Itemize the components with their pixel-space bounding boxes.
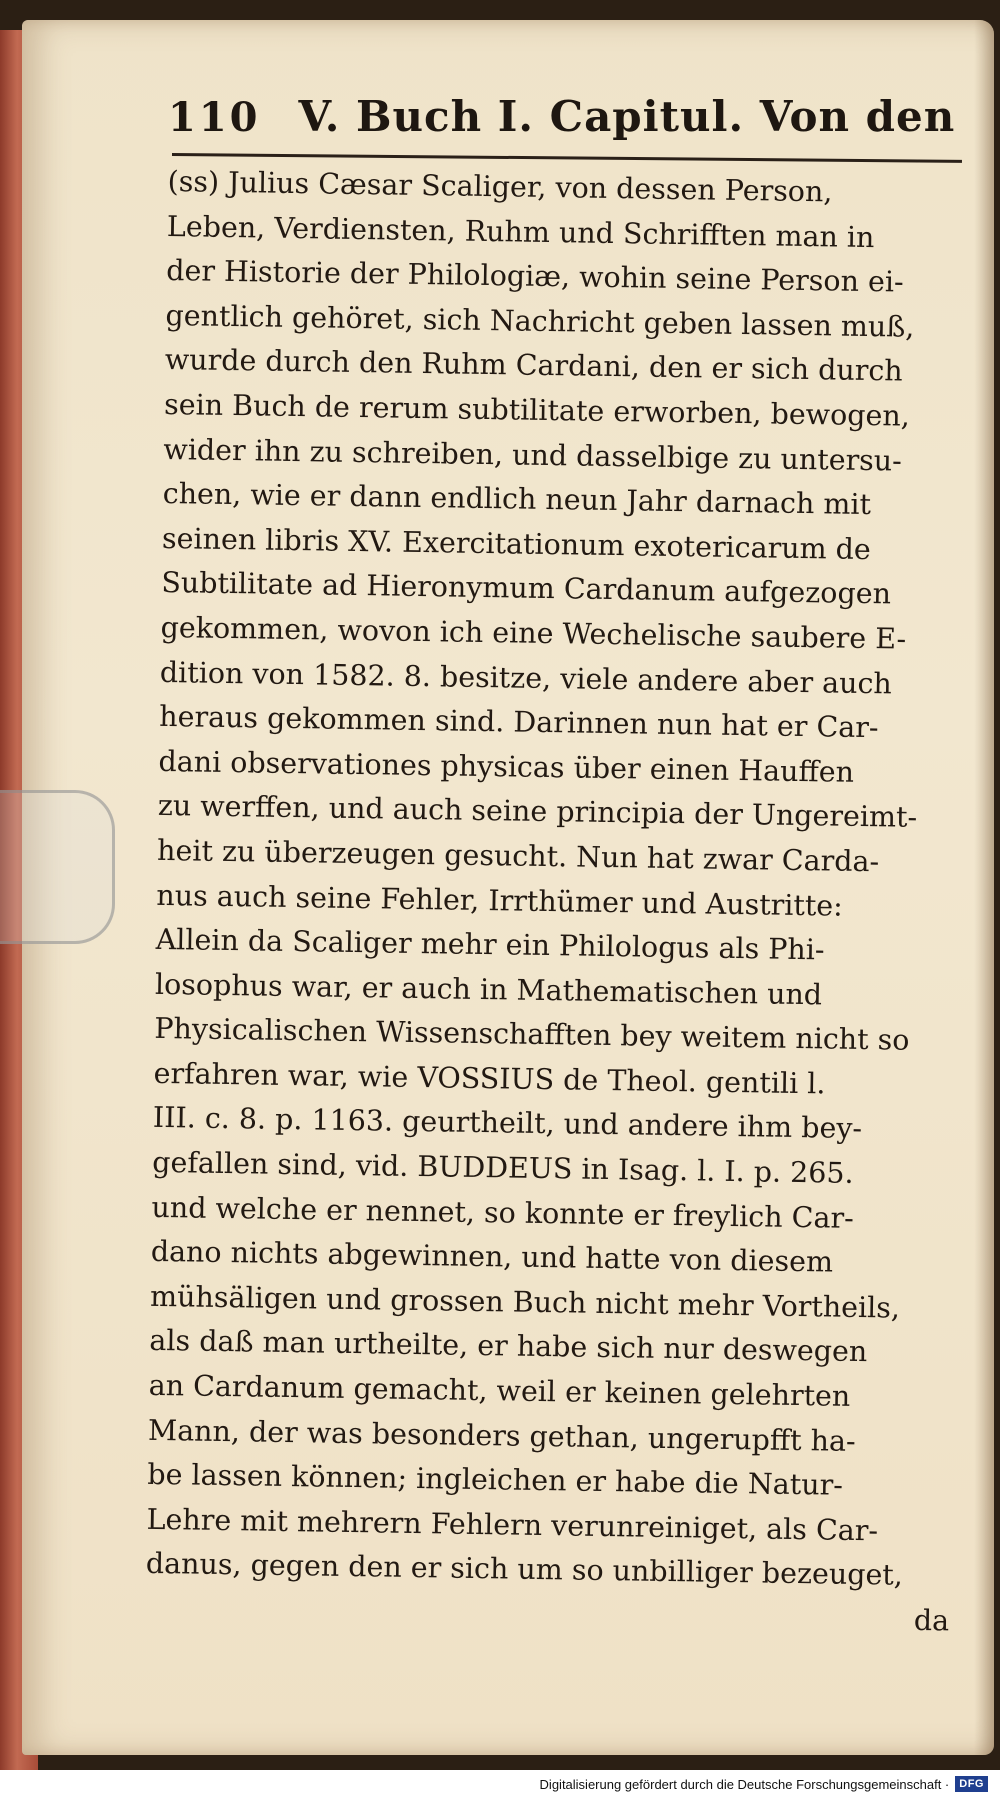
page-header	[168, 92, 958, 148]
text-line: dani observationes physicas über einen Hauffen	[158, 744, 855, 789]
text-line: an Cardanum gemacht, weil er keinen gelehrten	[148, 1368, 851, 1413]
text-line: Physicalischen Wissenschafften bey weitem nicht so	[154, 1012, 910, 1058]
text-line: zu werffen, und auch seine principia der Ungereimt-	[157, 789, 918, 835]
text-line: erfahren war, wie VOSSIUS de Theol. gentili l.	[153, 1056, 826, 1101]
credit-text: Digitalisierung gefördert durch die Deutsche Forschungsgemeinschaft ·	[539, 1776, 950, 1792]
footnote-text	[145, 160, 980, 1644]
text-line: Subtilitate ad Hieronymum Cardanum aufgezogen	[161, 566, 892, 611]
running-title: V. Buch I. Capitul. Von den	[298, 92, 956, 141]
text-line: chen, wie er dann endlich neun Jahr darnach mit	[162, 477, 872, 522]
text-line: mühsäligen und grossen Buch nicht mehr Vortheils,	[149, 1279, 901, 1325]
text-line: der Historie der Philologiæ, wohin seine Person ei-	[166, 254, 904, 299]
text-line: Mann, der was besonders gethan, ungerupfft ha-	[147, 1413, 856, 1458]
text-line: dano nichts abgewinnen, und hatte von diesem	[150, 1235, 834, 1279]
text-line: Leben, Verdiensten, Ruhm und Schrifften man in	[166, 209, 875, 254]
text-line: danus, gegen den er sich um so unbilliger bezeuget,	[145, 1547, 904, 1593]
text-line: als daß man urtheilte, er habe sich nur deswegen	[149, 1324, 868, 1369]
digitization-credit	[540, 1773, 988, 1795]
text-line: gefallen sind, vid. BUDDEUS in Isag. l. I. p. 265.	[151, 1145, 854, 1190]
text-line: be lassen können; ingleichen er habe die Natur-	[147, 1458, 844, 1502]
catchword: da	[913, 1603, 950, 1638]
text-line: dition von 1582. 8. besitze, viele andere aber auch	[159, 655, 893, 700]
text-line: (ss) Julius Cæsar Scaliger, von dessen Person,	[167, 164, 833, 209]
text-line: III. c. 8. p. 1163. geurtheilt, und andere ihm bey-	[152, 1101, 863, 1146]
text-line: nus auch seine Fehler, Irrthümer und Austritte:	[156, 878, 844, 923]
text-line: heraus gekommen sind. Darinnen nun hat er Car-	[158, 700, 879, 745]
text-line: heit zu überzeugen gesucht. Nun hat zwar Carda-	[156, 833, 880, 879]
text-line: gekommen, wovon ich eine Wechelische saubere E-	[160, 610, 907, 656]
text-line: losophus war, er auch in Mathematischen und	[154, 967, 823, 1012]
text-line: wider ihn zu schreiben, und dasselbige zu untersu-	[163, 432, 903, 478]
text-line: sein Buch de rerum subtilitate erworben, bewogen,	[163, 387, 911, 433]
dfg-logo: DFG	[955, 1776, 988, 1792]
text-line: wurde durch den Ruhm Cardani, den er sich durch	[164, 343, 903, 388]
text-line: gentlich gehöret, sich Nachricht geben lassen muß,	[165, 298, 915, 344]
text-line: Lehre mit mehrern Fehlern verunreiniget, als Car-	[146, 1502, 879, 1548]
text-line: Allein da Scaliger mehr ein Philologus als Phi-	[155, 922, 825, 967]
text-line: seinen libris XV. Exercitationum exotericarum de	[161, 521, 872, 566]
bookmark-clip	[0, 790, 115, 944]
page-number: 110	[168, 94, 261, 141]
text-line: und welche er nennet, so konnte er freylich Car-	[151, 1190, 854, 1235]
